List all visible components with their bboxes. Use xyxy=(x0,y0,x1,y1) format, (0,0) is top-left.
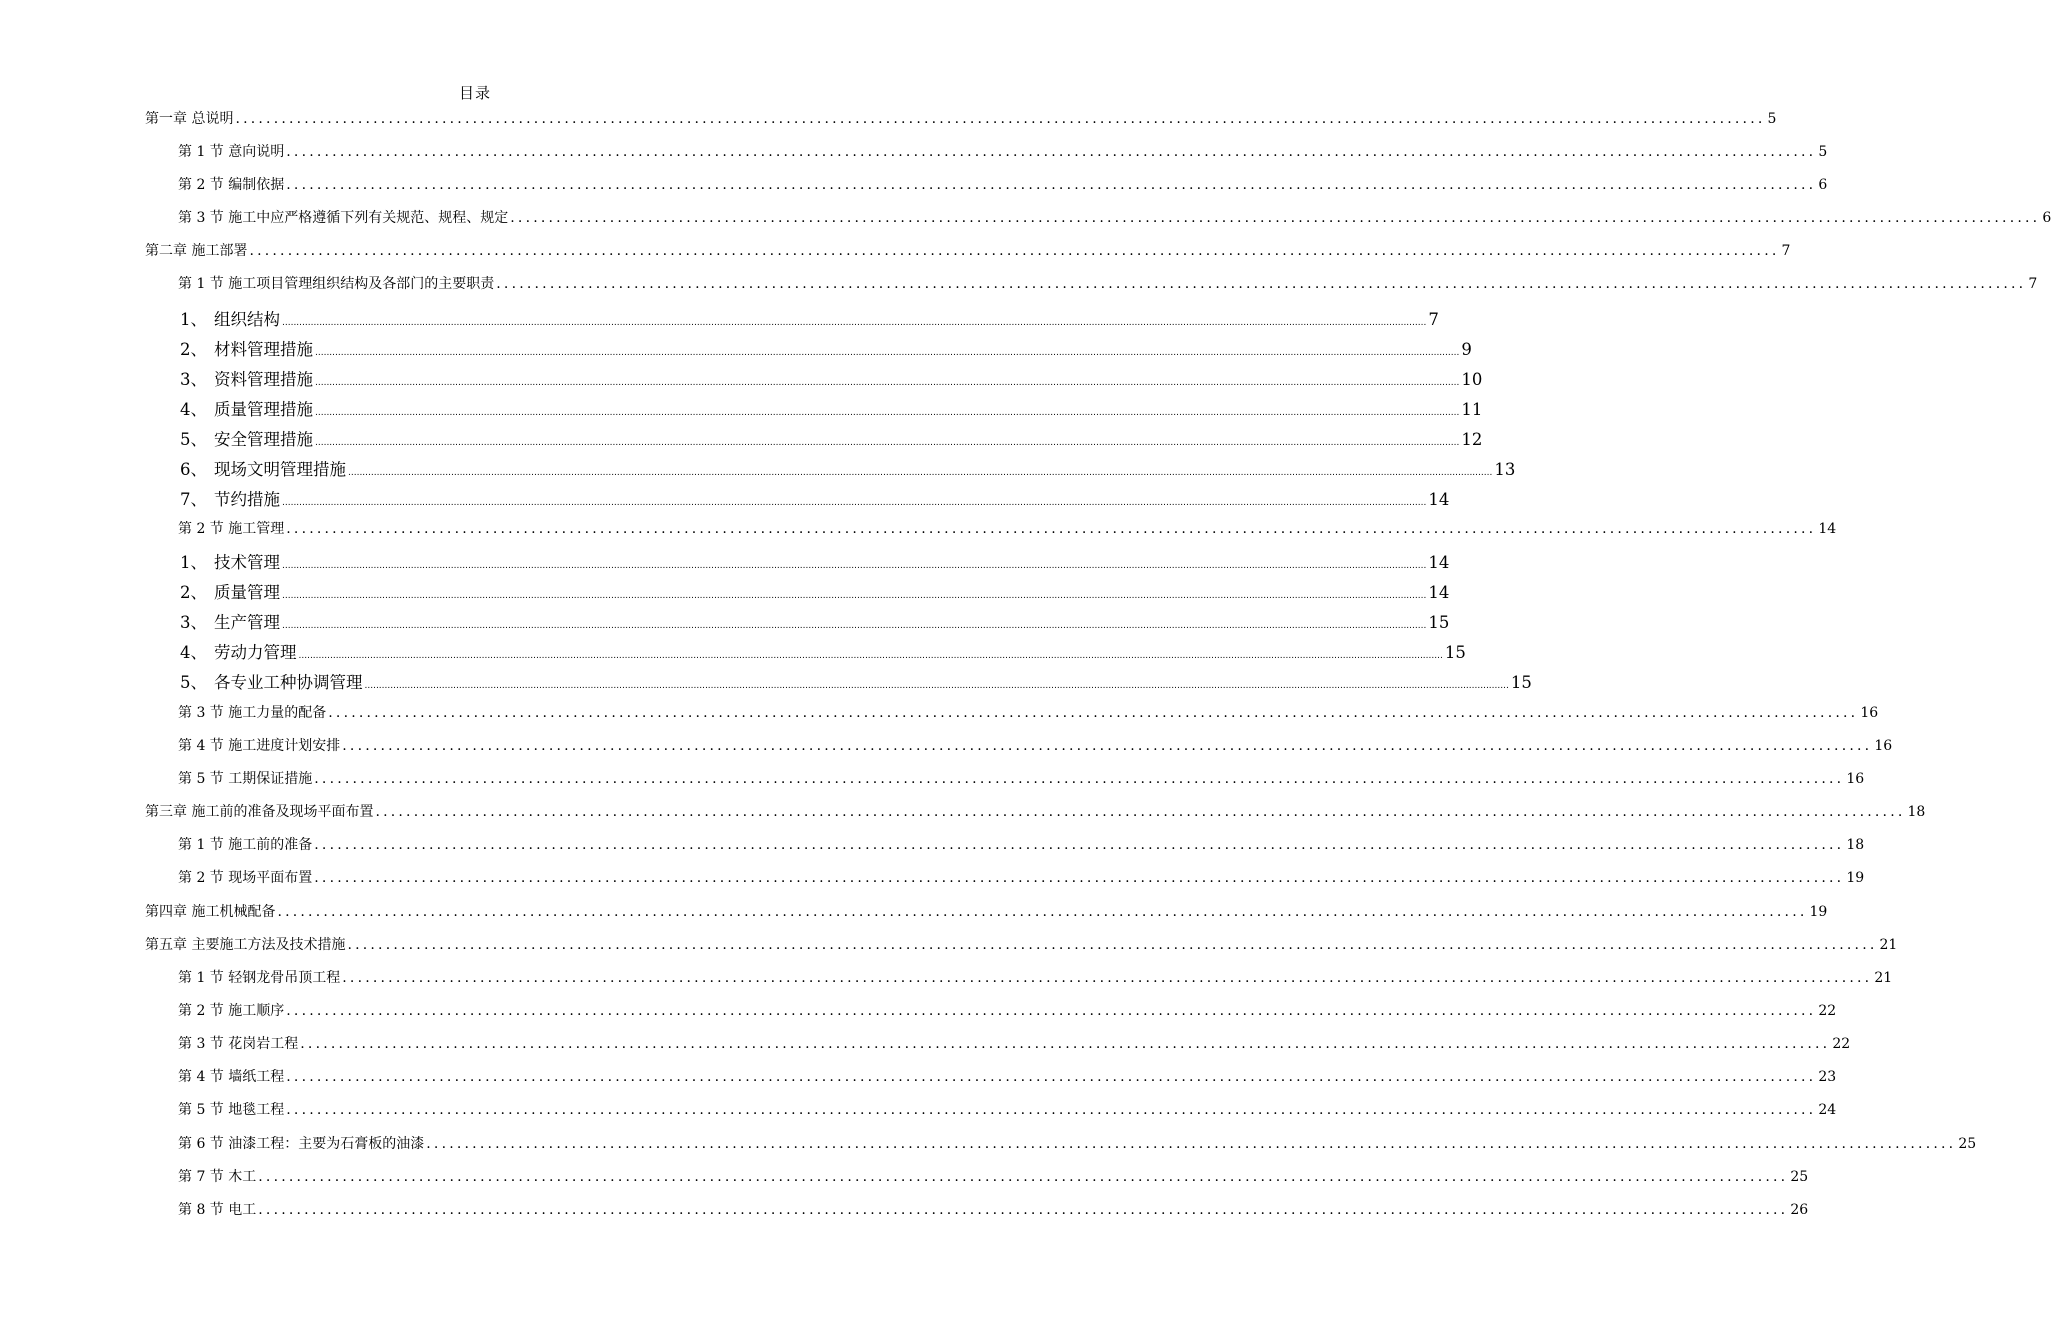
toc-entry-label: 第 2 节 施工管理 xyxy=(178,521,285,537)
toc-chapter[interactable] xyxy=(145,901,1828,921)
toc-dot-leader: ................................................................................................................................................................................................................................................................................................................................................................................................................ xyxy=(315,378,1460,388)
toc-page-number: 5 xyxy=(1767,111,1777,127)
toc-section[interactable] xyxy=(178,1133,1977,1153)
toc-dot-leader: ........................................................................................................................................................................................................ xyxy=(286,1102,1817,1118)
toc-page-number: 25 xyxy=(1958,1136,1977,1152)
toc-page-number: 26 xyxy=(1790,1202,1809,1218)
toc-dot-leader: ........................................................................................................................................................................................................ xyxy=(426,1136,1957,1152)
toc-page-number: 19 xyxy=(1809,904,1828,920)
toc-entry-label: 第 7 节 木工 xyxy=(178,1169,257,1185)
toc-entry-number: 4、 xyxy=(180,400,207,419)
toc-dot-leader: ........................................................................................................................................................................................................ xyxy=(314,771,1845,787)
toc-dot-leader: ................................................................................................................................................................................................................................................................................................................................................................................................................ xyxy=(282,561,1427,571)
toc-entry-title: 安全管理措施 xyxy=(214,430,313,449)
toc-dot-leader: ........................................................................................................................................................................................................ xyxy=(328,705,1859,721)
toc-page-number: 21 xyxy=(1874,970,1893,986)
toc-entry-number: 1、 xyxy=(180,310,207,329)
toc-page-number: 12 xyxy=(1461,430,1483,449)
toc-page-number: 24 xyxy=(1818,1102,1837,1118)
toc-page-number: 9 xyxy=(1461,340,1472,359)
toc-entry-label: 第二章 施工部署 xyxy=(145,243,248,259)
toc-section[interactable] xyxy=(178,1066,1837,1086)
toc-page-number: 7 xyxy=(1428,310,1439,329)
toc-entry-label xyxy=(180,486,280,510)
toc-section[interactable] xyxy=(178,518,1837,538)
toc-entry-label: 第 1 节 轻钢龙骨吊顶工程 xyxy=(178,970,341,986)
toc-dot-leader: ........................................................................................................................................................................................................ xyxy=(375,804,1906,820)
toc-entry-title: 各专业工种协调管理 xyxy=(214,673,363,692)
toc-entry-label xyxy=(180,639,297,663)
toc-section[interactable] xyxy=(178,702,1879,722)
toc-item[interactable] xyxy=(180,609,1450,633)
toc-page-number: 15 xyxy=(1428,613,1450,632)
toc-page-number: 14 xyxy=(1428,583,1450,602)
toc-entry-number: 6、 xyxy=(180,460,207,479)
toc-entry-title: 技术管理 xyxy=(214,553,280,572)
toc-dot-leader: ........................................................................................................................................................................................................ xyxy=(286,144,1817,160)
toc-entry-label: 第 1 节 施工项目管理组织结构及各部门的主要职责 xyxy=(178,276,495,292)
toc-dot-leader: ................................................................................................................................................................................................................................................................................................................................................................................................................ xyxy=(282,621,1427,631)
toc-dot-leader: ........................................................................................................................................................................................................ xyxy=(249,243,1780,259)
toc-dot-leader: ................................................................................................................................................................................................................................................................................................................................................................................................................ xyxy=(315,408,1460,418)
toc-item[interactable] xyxy=(180,669,1532,693)
toc-dot-leader: ................................................................................................................................................................................................................................................................................................................................................................................................................ xyxy=(282,498,1427,508)
toc-section[interactable] xyxy=(178,834,1865,854)
toc-dot-leader: ........................................................................................................................................................................................................ xyxy=(496,276,2027,292)
toc-page-number: 16 xyxy=(1846,771,1865,787)
toc-entry-number: 7、 xyxy=(180,490,207,509)
toc-item[interactable] xyxy=(180,426,1483,450)
toc-entry-label: 第 6 节 油漆工程：主要为石膏板的油漆 xyxy=(178,1136,425,1152)
toc-entry-label: 第 4 节 墙纸工程 xyxy=(178,1069,285,1085)
toc-page-number: 22 xyxy=(1832,1036,1851,1052)
toc-page-number: 19 xyxy=(1846,870,1865,886)
toc-entry-number: 3、 xyxy=(180,613,207,632)
toc-dot-leader: ................................................................................................................................................................................................................................................................................................................................................................................................................ xyxy=(364,681,1509,691)
toc-page-number: 14 xyxy=(1428,553,1450,572)
toc-entry-title: 生产管理 xyxy=(214,613,280,632)
toc-entry-label xyxy=(180,366,313,390)
toc-page-number: 13 xyxy=(1494,460,1516,479)
toc-dot-leader: ................................................................................................................................................................................................................................................................................................................................................................................................................ xyxy=(348,468,1493,478)
toc-entry-label: 第 8 节 电工 xyxy=(178,1202,257,1218)
toc-entry-label: 第五章 主要施工方法及技术措施 xyxy=(145,937,346,953)
toc-entry-label: 第 2 节 编制依据 xyxy=(178,177,285,193)
toc-page-number: 18 xyxy=(1907,804,1926,820)
toc-entry-label: 第四章 施工机械配备 xyxy=(145,904,276,920)
toc-section[interactable] xyxy=(178,1033,1851,1053)
toc-item[interactable] xyxy=(180,366,1483,390)
toc-dot-leader: ........................................................................................................................................................................................................ xyxy=(277,904,1808,920)
toc-entry-label: 第 3 节 花岗岩工程 xyxy=(178,1036,299,1052)
toc-dot-leader: ................................................................................................................................................................................................................................................................................................................................................................................................................ xyxy=(282,591,1427,601)
toc-entry-title: 质量管理措施 xyxy=(214,400,313,419)
toc-dot-leader: ........................................................................................................................................................................................................ xyxy=(286,521,1817,537)
toc-section[interactable] xyxy=(178,735,1893,755)
toc-entry-label xyxy=(180,579,280,603)
toc-item[interactable] xyxy=(180,549,1450,573)
toc-entry-label xyxy=(180,396,313,420)
toc-dot-leader: ........................................................................................................................................................................................................ xyxy=(300,1036,1831,1052)
toc-dot-leader: ........................................................................................................................................................................................................ xyxy=(286,1069,1817,1085)
toc-item[interactable] xyxy=(180,306,1439,330)
toc-page-number: 7 xyxy=(1781,243,1791,259)
toc-dot-leader: ................................................................................................................................................................................................................................................................................................................................................................................................................ xyxy=(315,348,1460,358)
toc-page-number: 15 xyxy=(1444,643,1466,662)
toc-dot-leader: ................................................................................................................................................................................................................................................................................................................................................................................................................ xyxy=(298,651,1443,661)
toc-entry-title: 现场文明管理措施 xyxy=(214,460,346,479)
toc-section[interactable] xyxy=(178,1099,1837,1119)
toc-entry-label: 第 4 节 施工进度计划安排 xyxy=(178,738,341,754)
toc-dot-leader: ........................................................................................................................................................................................................ xyxy=(258,1169,1789,1185)
toc-item[interactable] xyxy=(180,456,1516,480)
toc-dot-leader: ........................................................................................................................................................................................................ xyxy=(347,937,1878,953)
toc-entry-label: 第三章 施工前的准备及现场平面布置 xyxy=(145,804,374,820)
toc-entry-label xyxy=(180,549,280,573)
toc-page-number: 23 xyxy=(1818,1069,1837,1085)
toc-entry-label: 第 2 节 现场平面布置 xyxy=(178,870,313,886)
toc-entry-label: 第 3 节 施工力量的配备 xyxy=(178,705,327,721)
toc-page-number: 7 xyxy=(2028,276,2038,292)
toc-entry-label xyxy=(180,609,280,633)
toc-dot-leader: ................................................................................................................................................................................................................................................................................................................................................................................................................ xyxy=(315,438,1460,448)
toc-entry-number: 2、 xyxy=(180,340,207,359)
toc-entry-label xyxy=(180,456,346,480)
toc-entry-number: 4、 xyxy=(180,643,207,662)
toc-entry-label xyxy=(180,306,280,330)
toc-section[interactable] xyxy=(178,273,2038,293)
toc-entry-label: 第 2 节 施工顺序 xyxy=(178,1003,285,1019)
toc-dot-leader: ........................................................................................................................................................................................................ xyxy=(314,837,1845,853)
toc-dot-leader: ........................................................................................................................................................................................................ xyxy=(286,177,1817,193)
toc-page-number: 25 xyxy=(1790,1169,1809,1185)
toc-section[interactable] xyxy=(178,967,1893,987)
toc-entry-number: 2、 xyxy=(180,583,207,602)
toc-page-number: 5 xyxy=(1818,144,1828,160)
toc-page-number: 21 xyxy=(1879,937,1898,953)
toc-page-number: 16 xyxy=(1874,738,1893,754)
toc-entry-title: 资料管理措施 xyxy=(214,370,313,389)
toc-chapter[interactable] xyxy=(145,801,1926,821)
toc-entry-title: 劳动力管理 xyxy=(214,643,297,662)
toc-entry-label: 第一章 总说明 xyxy=(145,111,234,127)
toc-dot-leader: ........................................................................................................................................................................................................ xyxy=(258,1202,1789,1218)
toc-section[interactable] xyxy=(178,867,1865,887)
toc-entry-title: 材料管理措施 xyxy=(214,340,313,359)
toc-section[interactable] xyxy=(178,207,2051,227)
toc-entry-number: 5、 xyxy=(180,673,207,692)
toc-item[interactable] xyxy=(180,336,1472,360)
toc-page-number: 10 xyxy=(1461,370,1483,389)
toc-page-number: 11 xyxy=(1461,400,1483,419)
toc-dot-leader: ........................................................................................................................................................................................................ xyxy=(342,738,1873,754)
toc-chapter[interactable] xyxy=(145,240,1791,260)
toc-section[interactable] xyxy=(178,1166,1809,1186)
toc-entry-label: 第 3 节 施工中应严格遵循下列有关规范、规程、规定 xyxy=(178,210,509,226)
toc-page-number: 6 xyxy=(1818,177,1828,193)
toc-entry-label xyxy=(180,336,313,360)
toc-page-number: 16 xyxy=(1860,705,1879,721)
toc-entry-label: 第 5 节 工期保证措施 xyxy=(178,771,313,787)
toc-entry-label: 第 1 节 施工前的准备 xyxy=(178,837,313,853)
toc-entry-title: 节约措施 xyxy=(214,490,280,509)
toc-section[interactable] xyxy=(178,768,1865,788)
toc-dot-leader: ........................................................................................................................................................................................................ xyxy=(342,970,1873,986)
toc-title: 目录 xyxy=(458,84,491,102)
toc-dot-leader: ........................................................................................................................................................................................................ xyxy=(510,210,2041,226)
toc-item[interactable] xyxy=(180,639,1466,663)
toc-dot-leader: ........................................................................................................................................................................................................ xyxy=(235,111,1766,127)
toc-entry-label: 第 1 节 意向说明 xyxy=(178,144,285,160)
toc-page-number: 22 xyxy=(1818,1003,1837,1019)
toc-entry-number: 3、 xyxy=(180,370,207,389)
toc-dot-leader: ........................................................................................................................................................................................................ xyxy=(314,870,1845,886)
toc-page-number: 14 xyxy=(1428,490,1450,509)
toc-entry-label: 第 5 节 地毯工程 xyxy=(178,1102,285,1118)
toc-entry-number: 1、 xyxy=(180,553,207,572)
toc-dot-leader: ................................................................................................................................................................................................................................................................................................................................................................................................................ xyxy=(282,318,1427,328)
toc-page-number: 15 xyxy=(1510,673,1532,692)
toc-dot-leader: ........................................................................................................................................................................................................ xyxy=(286,1003,1817,1019)
toc-entry-label xyxy=(180,669,363,693)
toc-item[interactable] xyxy=(180,396,1483,420)
toc-entry-number: 5、 xyxy=(180,430,207,449)
toc-item[interactable] xyxy=(180,486,1450,510)
toc-section[interactable] xyxy=(178,1199,1809,1219)
toc-page-number: 18 xyxy=(1846,837,1865,853)
toc-entry-title: 组织结构 xyxy=(214,310,280,329)
toc-section[interactable] xyxy=(178,174,1828,194)
toc-entry-label xyxy=(180,426,313,450)
toc-section[interactable] xyxy=(178,141,1828,161)
toc-item[interactable] xyxy=(180,579,1450,603)
toc-page-number: 6 xyxy=(2042,210,2051,226)
toc-chapter[interactable] xyxy=(145,108,1777,128)
toc-chapter[interactable] xyxy=(145,934,1898,954)
toc-section[interactable] xyxy=(178,1000,1837,1020)
toc-page-number: 14 xyxy=(1818,521,1837,537)
toc-entry-title: 质量管理 xyxy=(214,583,280,602)
